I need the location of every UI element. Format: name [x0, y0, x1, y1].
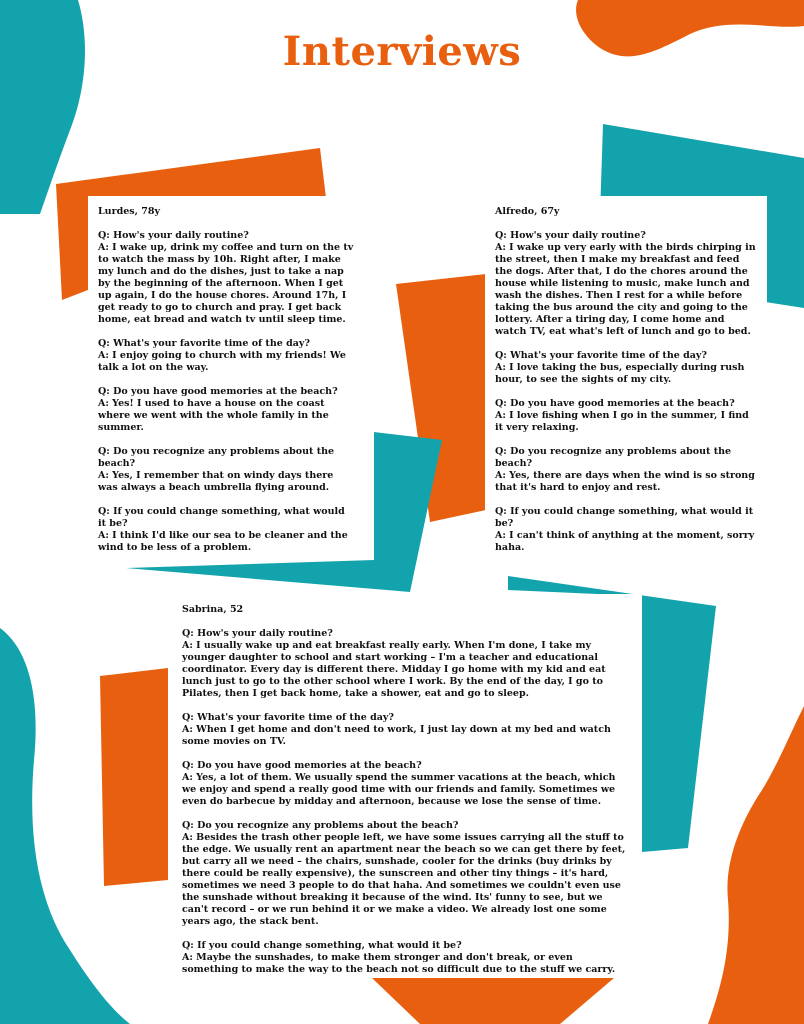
question: Q: How's your daily routine? — [182, 628, 333, 639]
qa-item — [98, 446, 356, 494]
answer: A: I wake up, drink my coffee and turn on the tv to watch the mass by 10h. Right after, I make my lunch and do the dishes, just to take a nap by the beginning of the afternoon. When I get up again, I do the house chores. Around 17h, I get ready to go to church and pray. I get back home, eat bread and watch tv until sleep time. — [98, 242, 354, 325]
answer: A: I think I'd like our sea to be cleaner and the wind to be less of a problem. — [98, 530, 348, 553]
answer: A: Yes, I remember that on windy days there was always a beach umbrella flying around. — [98, 470, 334, 493]
interview-card-sabrina — [168, 594, 642, 978]
answer: A: I usually wake up and eat breakfast really early. When I'm done, I take my younger daughter to school and start working – I'm a teacher and educational coordinator. Every day is different there. Midday I go home with my kid and eat lunch just to go to the other school where I work. By the end of the day, I go to Pilates, then I get back home, take a shower, eat and go to sleep. — [182, 640, 606, 699]
question: Q: What's your favorite time of the day? — [182, 712, 394, 723]
question: Q: How's your daily routine? — [98, 230, 249, 241]
orange-slab-bottom-left — [100, 668, 168, 886]
answer: A: I wake up very early with the birds chirping in the street, then I make my breakfast and feed the dogs. After that, I do the chores around the house while listening to music, make lunch and wash the dishes. Then I rest for a while before taking the bus around the city and going to the lottery. After a tiring day, I come home and watch TV, eat what's left of lunch and go to bed. — [495, 242, 756, 337]
question: Q: What's your favorite time of the day? — [98, 338, 310, 349]
question: Q: What's your favorite time of the day? — [495, 350, 707, 361]
answer: A: Besides the trash other people left, we have some issues carrying all the stuff to the edge. We usually rent an apartment near the beach so we can get there by feet, but carry all we need – the chairs, sunshade, cooler for the drinks (buy drinks by there could be really expensive), the sunscreen and other tiny things – it's hard, sometimes we need 3 people to do that haha. And sometimes we couldn't even use the sunshade without breaking it because of the wind. Its' funny to see, but we can't record – or we run behind it or we make a video. We already lost one some years ago, the stack bent. — [182, 832, 626, 927]
answer: A: I enjoy going to church with my friends! We talk a lot on the way. — [98, 350, 346, 373]
interview-card-lurdes — [88, 196, 366, 556]
orange-blob-bottom-right — [708, 706, 804, 1024]
interview-card-alfredo — [485, 196, 767, 574]
qa-item — [495, 230, 757, 338]
answer: A: When I get home and don't need to work, I just lay down at my bed and watch some movies on TV. — [182, 724, 611, 747]
interviewee-name: Lurdes, 78y — [98, 206, 160, 217]
qa-item — [98, 338, 356, 374]
qa-item — [182, 940, 628, 976]
question: Q: If you could change something, what would it be? — [182, 940, 462, 951]
qa-item — [98, 230, 356, 326]
answer: A: I love taking the bus, especially during rush hour, to see the sights of my city. — [495, 362, 745, 385]
question: Q: Do you recognize any problems about the beach? — [182, 820, 459, 831]
qa-item — [182, 628, 628, 700]
orange-triangle-bottom — [372, 978, 614, 1024]
question: Q: How's your daily routine? — [495, 230, 646, 241]
question: Q: If you could change something, what would it be? — [98, 506, 345, 529]
question: Q: Do you recognize any problems about the beach? — [495, 446, 732, 469]
answer: A: I can't think of anything at the moment, sorry haha. — [495, 530, 755, 553]
question: Q: Do you recognize any problems about the beach? — [98, 446, 335, 469]
page-title: Interviews — [282, 28, 522, 75]
qa-item — [495, 446, 757, 494]
interviewee-name: Alfredo, 67y — [495, 206, 560, 217]
interviewee-name: Sabrina, 52 — [182, 604, 244, 615]
answer: A: Yes! I used to have a house on the coast where we went with the whole family in the summer. — [98, 398, 329, 433]
qa-item — [495, 506, 757, 554]
question: Q: Do you have good memories at the beach? — [98, 386, 338, 397]
qa-item — [495, 350, 757, 386]
question: Q: Do you have good memories at the beach? — [495, 398, 735, 409]
qa-item — [495, 398, 757, 434]
answer: A: Yes, there are days when the wind is so strong that it's hard to enjoy and rest. — [495, 470, 755, 493]
answer: A: Maybe the sunshades, to make them stronger and don't break, or even something to make the way to the beach not so difficult due to the stuff we carry. — [182, 952, 616, 975]
question: Q: Do you have good memories at the beach? — [182, 760, 422, 771]
qa-item — [182, 712, 628, 748]
qa-item — [182, 820, 628, 928]
qa-item — [98, 506, 356, 554]
answer: A: Yes, a lot of them. We usually spend the summer vacations at the beach, which we enjoy and spend a really good time with our friends and family. Sometimes we even do barbecue by midday and afternoon, because we lose the sense of time. — [182, 772, 616, 807]
qa-item — [182, 760, 628, 808]
qa-item — [98, 386, 356, 434]
question: Q: If you could change something, what would it be? — [495, 506, 754, 529]
answer: A: I love fishing when I go in the summer, I find it very relaxing. — [495, 410, 749, 433]
